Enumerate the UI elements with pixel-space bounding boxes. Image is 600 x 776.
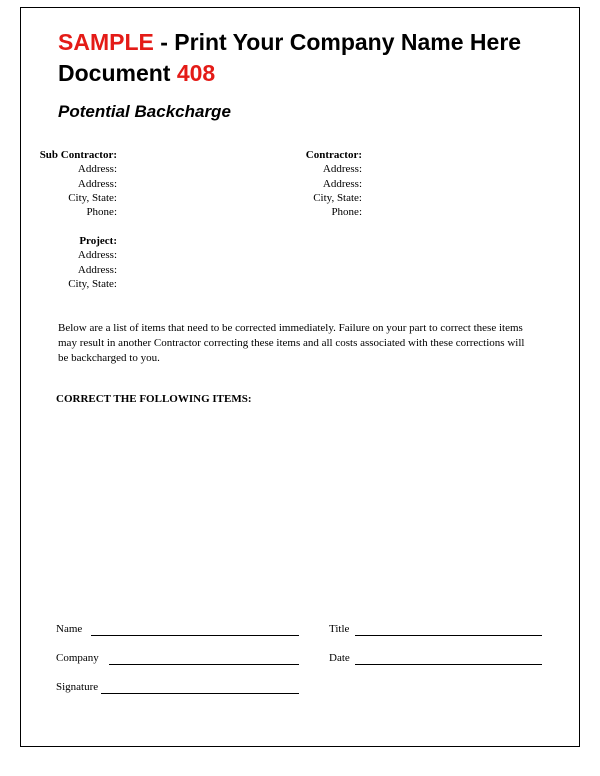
sub-contractor-heading: Sub Contractor:	[39, 149, 117, 161]
contractor-city-state-label: City, State:	[313, 192, 362, 204]
contractor-address2-label: Address:	[322, 178, 362, 190]
document-title	[58, 60, 215, 87]
document-label: Document	[58, 60, 177, 86]
sub-contractor-phone-label: Phone:	[86, 206, 117, 218]
contractor-address1-label: Address:	[322, 163, 362, 175]
contractor-heading: Contractor:	[305, 149, 362, 161]
notice-line-3: be backcharged to you.	[58, 352, 160, 364]
sub-contractor-address2-label: Address:	[77, 178, 117, 190]
notice-line-1: Below are a list of items that need to be corrected immediately. Failure on your part to correct these items	[58, 322, 523, 334]
signature-field-line[interactable]	[101, 693, 299, 694]
company-name-placeholder: - Print Your Company Name Here	[153, 29, 522, 55]
notice-line-2: may result in another Contractor correcting these items and all costs associated with these corrections will	[58, 337, 525, 349]
sub-contractor-address1-label: Address:	[77, 163, 117, 175]
project-city-state-label: City, State:	[68, 278, 117, 290]
document-number: 408	[176, 60, 216, 86]
sub-contractor-city-state-label: City, State:	[68, 192, 117, 204]
company-title	[58, 29, 521, 56]
items-heading: CORRECT THE FOLLOWING ITEMS:	[56, 393, 252, 405]
project-heading: Project:	[79, 235, 117, 247]
name-label: Name	[56, 623, 83, 635]
project-address2-label: Address:	[77, 264, 117, 276]
project-address1-label: Address:	[77, 249, 117, 261]
title-field-line[interactable]	[355, 635, 542, 636]
title-label: Title	[329, 623, 350, 635]
name-field-line[interactable]	[91, 635, 299, 636]
document-subtitle: Potential Backcharge	[58, 102, 231, 121]
date-label: Date	[329, 652, 350, 664]
sample-label: SAMPLE	[58, 29, 154, 55]
signature-label: Signature	[56, 681, 99, 693]
date-field-line[interactable]	[355, 664, 542, 665]
contractor-phone-label: Phone:	[331, 206, 362, 218]
company-label: Company	[56, 652, 99, 664]
company-field-line[interactable]	[109, 664, 299, 665]
